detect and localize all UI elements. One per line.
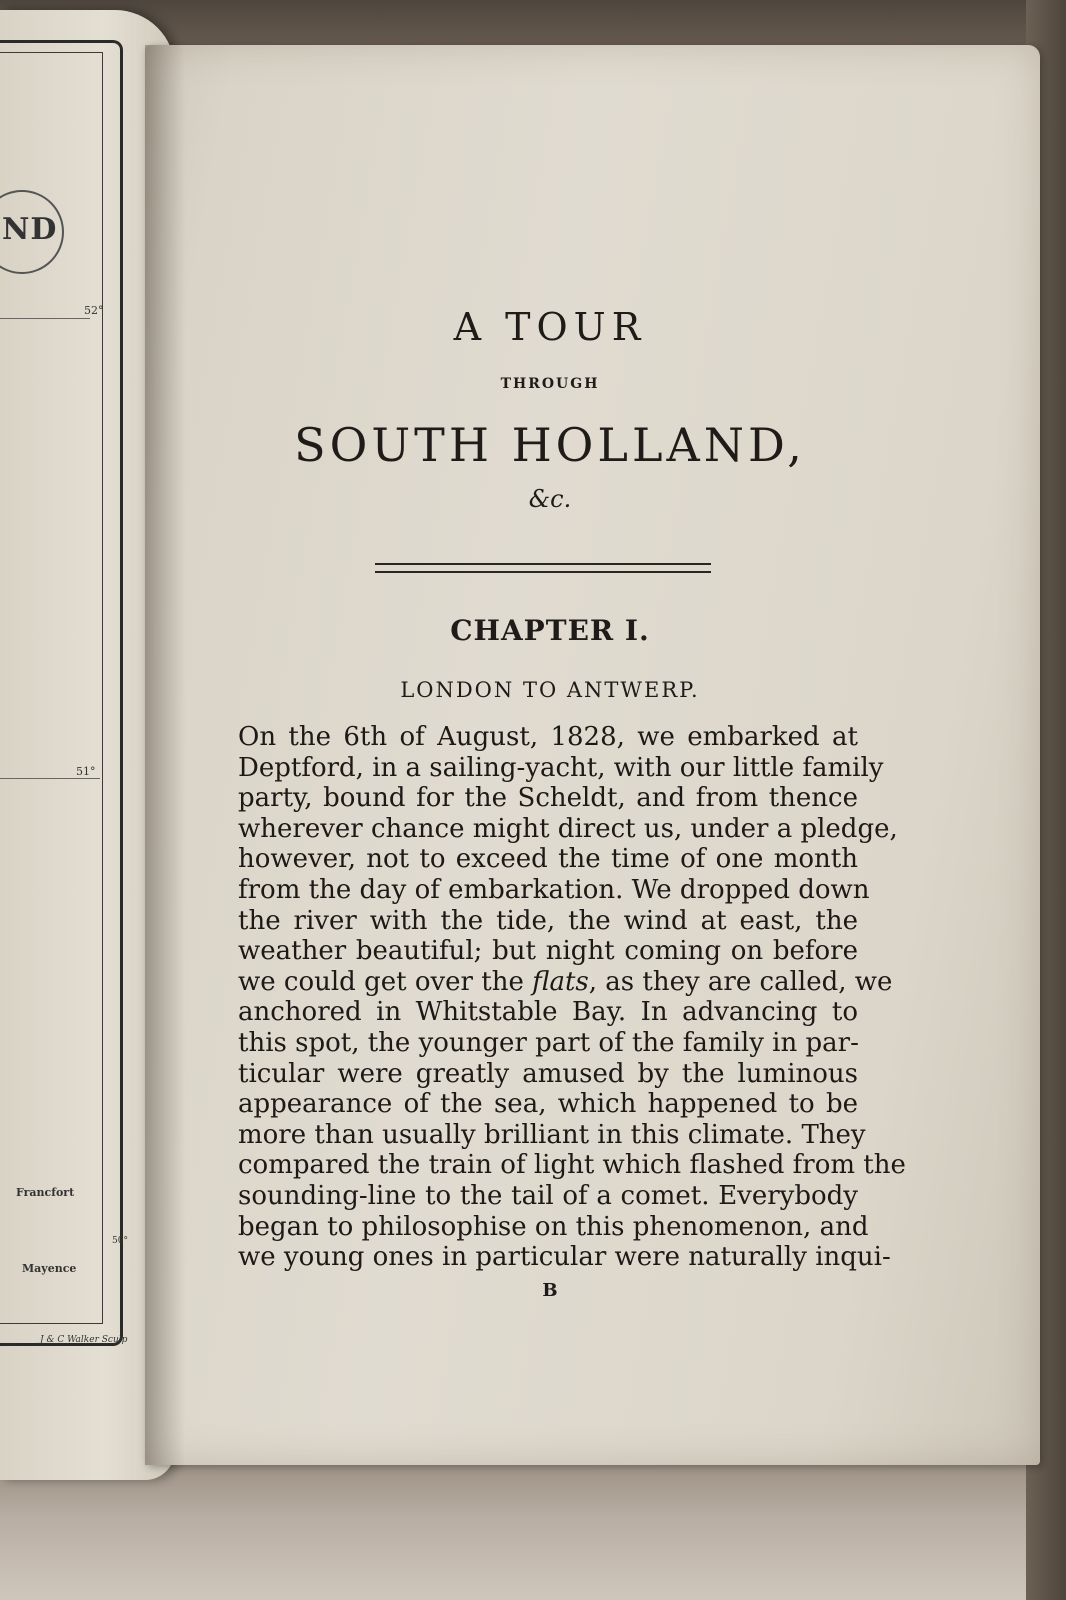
body-line: compared the train of light which flashed from the [238, 1150, 906, 1181]
body-line: the river with the tide, the wind at east, the [238, 905, 858, 936]
body-line: On the 6th of August, 1828, we embarked at [238, 722, 858, 752]
map-latitude-label: 51° [76, 765, 96, 778]
body-line: ticular were greatly amused by the luminous [238, 1058, 858, 1089]
title-line-through: THROUGH [500, 376, 600, 392]
signature-mark: B [542, 1280, 558, 1301]
body-line: party, bound for the Scheldt, and from thence [238, 783, 858, 814]
title-line-etc: &c. [528, 485, 572, 513]
map-place-label: Mayence [22, 1262, 77, 1275]
body-line: Deptford, in a sailing-yacht, with our little family [238, 752, 884, 783]
body-line: appearance of the sea, which happened to be [238, 1089, 858, 1120]
italic-word: flats [532, 966, 589, 997]
body-line: weather beautiful; but night coming on before [238, 936, 858, 967]
map-latitude-label: 50° [112, 1236, 128, 1246]
title-line-a-tour: A TOUR [453, 305, 647, 349]
body-line: anchored in Whitstable Bay. In advancing to [238, 997, 858, 1028]
body-line: from the day of embarkation. We dropped down [238, 874, 870, 905]
body-line: sounding-line to the tail of a comet. Everybody [238, 1180, 858, 1211]
map-cartouche-label: ND [2, 212, 58, 247]
body-line: wherever chance might direct us, under a pledge, [238, 813, 898, 844]
double-rule-divider [375, 563, 711, 573]
body-line: began to philosophise on this phenomenon, and [238, 1211, 869, 1242]
body-line: more than usually brilliant in this climate. They [238, 1119, 866, 1150]
body-line: we could get over the flats, as they are called, we [238, 966, 893, 997]
page-gutter-shadow [145, 45, 185, 1465]
body-line: we young ones in particular were naturally inqui- [238, 1242, 891, 1273]
title-line-south-holland: SOUTH HOLLAND, [294, 418, 806, 472]
map-engraver-credit: J & C Walker Sculp [40, 1335, 128, 1345]
map-grid-line [0, 318, 90, 319]
map-latitude-label: 52° [84, 304, 104, 317]
chapter-subtitle: LONDON TO ANTWERP. [400, 678, 700, 702]
body-line: however, not to exceed the time of one month [238, 844, 858, 875]
table-background-bottom [0, 1460, 1066, 1600]
chapter-body-text [238, 722, 906, 1273]
map-grid-line [0, 778, 100, 779]
chapter-heading: CHAPTER I. [450, 614, 650, 647]
body-line: this spot, the younger part of the family in par- [238, 1027, 859, 1058]
map-place-label: Francfort [16, 1186, 75, 1199]
